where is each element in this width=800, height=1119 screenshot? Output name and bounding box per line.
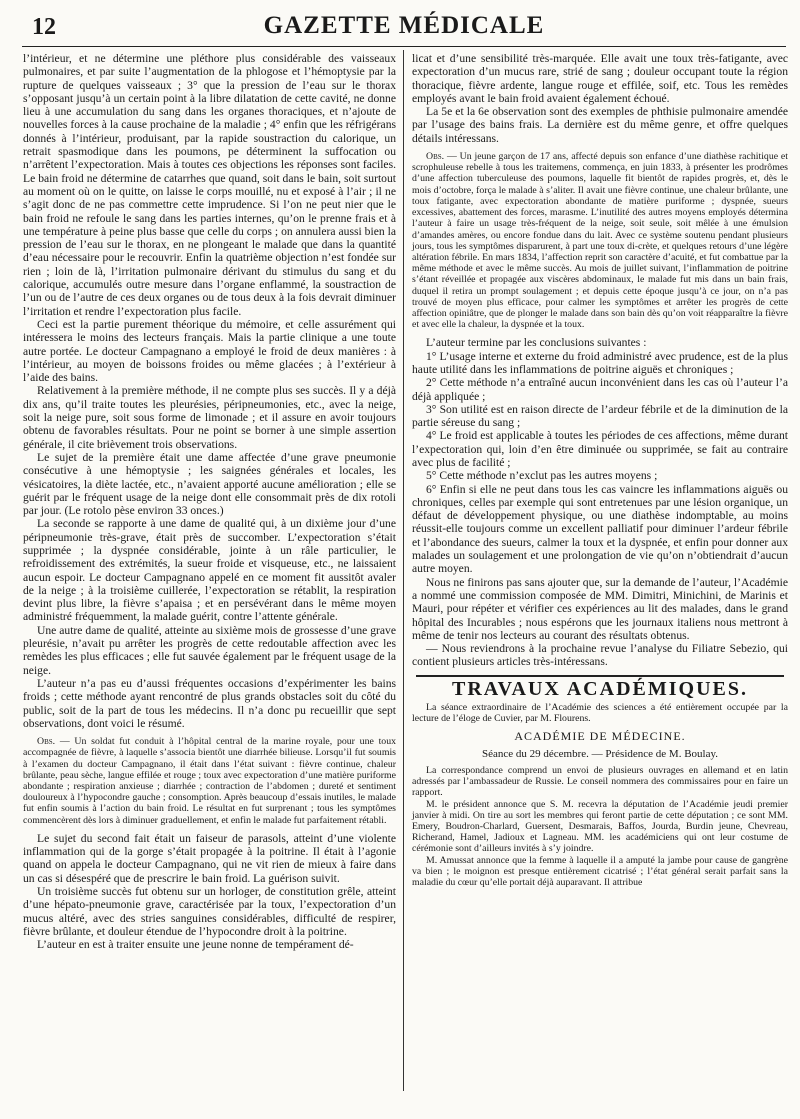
conclusion-item: 4° Le froid est applicable à toutes les périodes de ces affections, même durant l’expectoration qui, loin d’en être diminuée ou supprimée, se fait au contraire avec plus de facilité ; [412,429,788,469]
conclusions-intro: L’auteur termine par les conclusions suivantes : [426,336,647,350]
paragraph: — Nous reviendrons à la prochaine revue l’analyse du Filiatre Sebezio, qui contient plusieurs articles très-intéressans. [412,642,788,669]
paragraph: Le sujet du second fait était un faiseur de parasols, atteint d’une violente inflammation qui de la gorge s’était propagée à la poitrine. Il était à l’agonie quand on appela le docteur Campagnano, qui ne vit rien de mieux à faire dans un cas si désespéré que de prescrire le bain froid. La guérison suivit. [23,831,396,885]
column-separator [403,50,404,1091]
paragraph: M. Amussat annonce que la femme à laquelle il a amputé la jambe pour cause de gangrène va bien ; le moignon est presque entièrement cicatrisé ; l’état général serait parfait sans la maladie du cœur qu’elle portait déjà auparavant. Il attribue [412,854,788,889]
obs-text: — Un soldat fut conduit à l’hôpital central de la marine royale, pour une toux accompagnée de fièvre, à laquelle s’associa bientôt une diarrhée bilieuse. Lorsqu’il fut soumis à l’examen du docteur Campagnano, il était dans l’état suivant : fièvre continue, chaleur brûlante, peau sèche, langue effilée et rouge ; toux avec expectoration d’une matière puriforme abondante ; respiration anxieuse ; diarrhée ; contraction de l’abdomen ; dureté et sentiment douloureux à l’hypocondre gauche ; consomption. Après beaucoup d’essais inutiles, le malade fut enfin soumis à l’action du bain froid. Le résultat en fut surprenant ; tous les symptômes commencèrent dès lors à diminuer graduellement, et enfin le malade fut parfaitement rétabli. [23,736,397,826]
paragraph: licat et d’une sensibilité très-marquée. Elle avait une toux très-fatigante, avec expectoration d’un mucus rare, strié de sang ; douleur occupant toute la région thoracique, fièvre ardente, langue rouge et effilée, soif, etc. Tous les remèdes employés avant le bain froid avaient également échoué. [412,52,788,105]
paragraph: Le sujet de la première était une dame affectée d’une grave pneumonie consécutive à une hémoptysie ; les saignées générales et locales, les vésicatoires, la diète lactée, etc., n’avaient apporté aucune amélioration ; elle se guérit par le fréquent usage de la neige dont elle consommait près de dix rotoli par jour. (Le rotolo pèse environ 33 onces.) [23,450,396,518]
obs-text: — Un jeune garçon de 17 ans, affecté depuis son enfance d’une diathèse rachitique et scrophuleuse rebelle à tous les traitemens, commença, en juin 1833, à présenter les prodrômes d’une affection tuberculeuse des poumons, laquelle fit bientôt de rapides progrès, et, dès le mois d’octobre, força le malade à s’aliter. Il avait une fièvre continue, une chaleur brûlante, une toux fatigante, avec expectoration abondante de matière puriforme ; dyspnée, sueurs excessives, abattement des forces, marasme. L’inutilité des autres moyens employés détermina l’auteur à faire un usage très-fréquent de la neige, soit seule, soit mêlée à une émulsion d’amandes amères, ou encore fondue dans du lait. Avec ce système soutenu pendant plusieurs jours, tous les symptômes disparurent, à part une toux di-crète, et quelques retours d’une légère altération fébrile. En mars 1834, l’affection reprit son caractère d’acuité, et fut combattue par la même méthode et avec le même succès. Au mois de juillet suivant, l’inflammation de poitrine s’étant réveillée et propagée aux viscères abdominaux, le malade fut mis dans un bain frais, duquel il retira un prompt soulagement ; et depuis cette époque jusqu’à ce jour, on n’a pas trouvé de moyen plus efficace, pour calmer les symptômes et arrêter les progrès de cette affection opiniâtre, que de plonger le malade dans son bain dès qu’on voit réapparaître la fièvre et avec elle la chaleur, la dyspnée et la toux. [412,151,789,331]
paragraph: Ceci est la partie purement théorique du mémoire, et celle assurément qui intéressera le moins des lecteurs français. Mais la partie clinique a une toute autre portée. Le docteur Campagnano a employé le froid de deux manières : à l’intérieur, au moyen de boissons froides ou même glacées ; à l’extérieur à l’aide des bains. [23,317,396,385]
section-intro: La séance extraordinaire de l’Académie des sciences a été entièrement occupée par la lecture de l’éloge de Cuvier, par M. Flourens. [412,702,788,725]
observation-note [412,151,788,330]
page-number: 12 [32,14,56,40]
obs-label: Obs. [426,151,445,163]
conclusion-item: 6° Enfin si elle ne peut dans tous les cas vaincre les inflammations aiguës ou chroniques, celles par exemple qui sont entretenues par une lésion organique, un défaut de développement physique, ou une diathèse indomptable, au moins réussit-elle toujours comme un excellent palliatif pour diminuer l’ardeur fébrile et l’abondance des sueurs, calmer la toux et la dyspnée, et enfin pour donner aux malades un soulagement et une prolongation de vie qu’on n’obtiendrait d’aucun autre moyen. [412,482,788,576]
observation-note [23,736,396,826]
conclusions-list [412,350,788,576]
paragraph: L’auteur n’a pas eu d’aussi fréquentes occasions d’expérimenter les bains froids ; cette méthode ayant rencontré de plus grands obstacles soit du côté du public, soit de la part de tous les médecins. Il n’a donc pu recueillir que sept observations, dont voici le résumé. [23,676,396,730]
paragraph: Un troisième succès fut obtenu sur un horloger, de constitution grêle, atteint d’une hépato-pneumonie grave, caractérisée par la toux, l’expectoration d’un mucus altéré, avec des stries sanguines considérables, difficulté de respirer, fièvre brûlante, et douleur étendue de l’hypocondre droit à la poitrine. [23,884,396,938]
conclusion-item: 2° Cette méthode n’a entraîné aucun inconvénient dans les cas où l’auteur l’a déjà appliquée ; [412,376,788,403]
section-divider [416,675,784,677]
session-heading: Séance du 29 décembre. — Présidence de M. Boulay. [481,747,719,760]
obs-label: Obs. [37,736,56,748]
subsection-title: ACADÉMIE DE MÉDECINE. [514,729,686,744]
paragraph: La correspondance comprend un envoi de plusieurs ouvrages en allemand et en latin adressés par l’ambassadeur de Russie. Le conseil nommera des commissaires pour en faire un rapport. [412,765,788,799]
right-column [412,52,788,888]
paragraph: Une autre dame de qualité, atteinte au sixième mois de grossesse d’une grave pleurésie, n’avait pu arrêter les progrès de cette redoutable affection avec les remèdes les plus efficaces ; elle fut sauvée également par le fréquent usage de la neige. [23,623,396,677]
section-title: TRAVAUX ACADÉMIQUES. [452,677,748,700]
paragraph: M. le président annonce que S. M. recevra la députation de l’Académie jeudi premier janvier à midi. On tire au sort les membres qui feront partie de cette députation ; ce sont MM. Emery, Boudron-Charlard, Guersent, Desmarais, Baffos, Jourda, Burdin jeune, Chevreau, Richerand, Hamel, Jadioux et Lagneau. MM. les académiciens qui ont leur costume de cérémonie sont d’ailleurs invités à s’y joindre. [412,798,788,855]
paragraph: Relativement à la première méthode, il ne compte plus ses succès. Il y a déjà dix ans, qu’il traite toutes les pleurésies, péripneumonies, etc., avec la neige, soit la neige pure, soit sous forme de limonade ; et il assure en avoir toujours obtenu de favorables résultats. Pour ne point se borner à une simple assertion générale, il cite brièvement trois observations. [23,384,396,451]
paragraph: La seconde se rapporte à une dame de qualité qui, à un dixième jour d’une péripneumonie très-grave, était près de succomber. L’expectoration s’était supprimée ; la dyspnée considérable, jointe à un râle particulier, le refroidissement des extrémités, la sueur froide et visqueuse, etc., ne laissaient aucun espoir. Le docteur Campagnano appelé en ce moment fit aussitôt avaler de la neige ; à la troisième cuillerée, l’expectoration se rétablit, la respiration devint plus libre, la fièvre s’apaisa ; et en persévérant dans le même moyen administré fréquemment, la malade guérit, contre l’attente générale. [23,517,396,624]
paragraph: La 5e et la 6e observation sont des exemples de phthisie pulmonaire amendée par l’usage des bains frais. La dernière est du même genre, et offre quelques détails intéressans. [412,105,788,145]
masthead-title: GAZETTE MÉDICALE [263,12,545,39]
page-header [22,0,786,46]
paragraph: L’auteur en est à traiter ensuite une jeune nonne de tempérament dé- [37,938,354,952]
header-rule [22,46,786,47]
conclusion-item: 1° L’usage interne et externe du froid administré avec prudence, est de la plus haute utilité dans les inflammations de poitrine aiguës et chroniques ; [412,349,788,376]
conclusion-item: 5° Cette méthode n’exclut pas les autres moyens ; [426,469,658,483]
paragraph: l’intérieur, et ne détermine une pléthore plus considérable des vaisseaux pulmonaires, et par suite l’augmentation de la phlogose et l’hémoptysie par la rupture de quelques vaisseaux ; 3° que la pression de l’eau sur le thorax s’opposant jusqu’à un certain point à la libre dilatation de cette cavité, ne donne lieu à une accumulation du sang dans les organes thoraciques, et n’ajoute de nouvelles forces à la cause prochaine de la maladie ; 4° enfin que les réfrigérans donnés à l’intérieur, produisant, par la rapide soustraction du calorique, un retrait spasmodique dans les poumons, pe déterminent la suffocation ou n’arrêtent l’expectoration. Mais à toutes ces objections les réponses sont faciles. Le bain froid ne détermine de catarrhes que quand, soit dans le bain, soit surtout au moment où on le quitte, on laisse le corps mouillé, nu et exposé à l’air ; il ne s’agit donc de ne pas commettre cette imprudence. Si l’on ne peut nier que le bain froid ne refoule le sang dans les parties internes, qu’on le prenne frais et à une température à peine plus basse que celle du corps ; on annulera aussi bien la pression de l’eau sur le thorax, en ne plongeant le malade que dans la quantité d’eau nécessaire pour le recouvrir. Enfin la quatrième objection n’est fondée sur rien ; loin de là, l’irritation pulmonaire dérivant du stimulus du sang et du calorique, accumulés outre mesure dans l’organe enflammé, la soustraction de l’un ou de l’autre de ces deux organes ou de tous deux à la fois devrait diminuer l’irritation et rendre l’expectoration plus facile. [23,52,396,318]
left-column [23,52,396,951]
paragraph: Nous ne finirons pas sans ajouter que, sur la demande de l’auteur, l’Académie a nommé une commission composée de MM. Dimitri, Minichini, de Marinis et Mauri, pour répéter et vérifier ces expériences au lit des malades, dans le grand hôpital des Incurables ; nous espérons que les journaux italiens nous mettront à même de tenir nos lecteurs au courant des résultats obtenus. [412,575,788,642]
conclusion-item: 3° Son utilité est en raison directe de l’ardeur fébrile et de la diminution de la partie séreuse du sang ; [412,402,788,430]
